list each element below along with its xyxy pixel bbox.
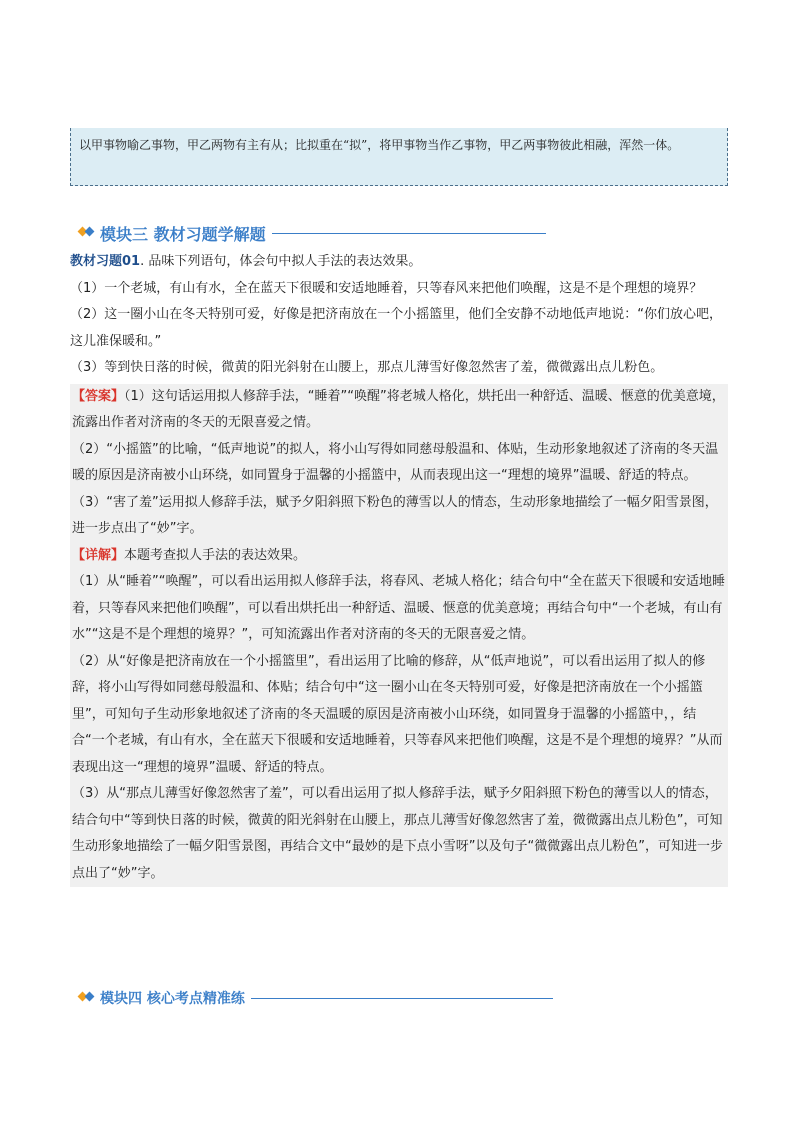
answer-para-3: （3）“害了羞”运用拟人修辞手法，赋予夕阳斜照下粉色的薄雪以人的情态，生动形象地描绘了一幅夕阳雪景图，进一步点出了“妙”字。 — [72, 494, 718, 536]
detail-para-4: （3）从“那点儿薄雪好像忽然害了羞”，可以看出运用了拟人修辞手法，赋予夕阳斜照下粉色的薄雪以人的情态，结合句中“等到快日落的时候，微黄的阳光斜射在山腰上，那点儿薄雪好像忽然害了羞，微微露出点儿粉色”，可知生动形象地描绘了一幅夕阳雪景图，再结合文中“最妙的是下点小雪呀”以及句子“微微露出点儿粉色”，可知进一步点出了“妙”字。 — [72, 786, 723, 881]
detail-tag: 【详解】 — [72, 547, 125, 563]
answer-tag: 【答案】 — [72, 388, 125, 404]
heading-rule — [272, 233, 546, 234]
note-text: 以甲事物喻乙事物，甲乙两物有主有从；比拟重在“拟”，将甲事物当作乙事物，甲乙两事物彼此相融，浑然一体。 — [79, 138, 680, 152]
detail-para-2: （1）从“睡着”“唤醒”，可以看出运用拟人修辞手法，将春风、老城人格化；结合句中“全在蓝天下很暖和安适地睡着，只等春风来把他们唤醒”，可以看出烘托出一种舒适、温暖、惬意的优美意境；再结合句中“一个老城，有山有水”“这是不是个理想的境界？”，可知流露出作者对济南的冬天的无限喜爱之情。 — [72, 574, 725, 642]
exercise-title — [70, 249, 728, 276]
module3-title: 模块三 教材习题学解题 — [100, 224, 266, 244]
diamond-bullet-icon — [78, 991, 96, 1005]
exercise-prompt: . 品味下列语句，体会句中拟人手法的表达效果。 — [140, 254, 422, 269]
exercise-label: 教材习题01 — [70, 254, 141, 269]
heading-rule — [251, 998, 553, 999]
answer-para-2: （2）“小摇篮”的比喻，“低声地说”的拟人，将小山写得如同慈母般温和、体贴，生动形象地叙述了济南的冬天温暖的原因是济南被小山环绕，如同置身于温馨的小摇篮中，从而表现出这一“理想的境界”温暖、舒适的特点。 — [72, 441, 719, 483]
module3-heading — [78, 222, 546, 244]
module4-title: 模块四 核心考点精准练 — [100, 991, 245, 1007]
detail-para-1 — [72, 543, 726, 570]
exercise-item-2: （2）这一圈小山在冬天特别可爱，好像是把济南放在一个小摇篮里，他们全安静不动地低声地说：“你们放心吧，这儿准保暖和。” — [70, 307, 723, 349]
note-box — [70, 128, 728, 186]
detail-para-3: （2）从“好像是把济南放在一个小摇篮里”，看出运用了比喻的修辞，从“低声地说”，可以看出运用了拟人的修辞，将小山写得如同慈母般温和、体贴；结合句中“这一圈小山在冬天特别可爱，好像是把济南放在一个小摇篮里”，可知句子生动形象地叙述了济南的冬天温暖的原因是济南被小山环绕，如同置身于温馨的小摇篮中，，结合“一个老城，有山有水，全在蓝天下很暖和安适地睡着，只等春风来把他们唤醒，这是不是个理想的境界？”从而表现出这一“理想的境界”温暖、舒适的特点。 — [72, 653, 723, 775]
diamond-bullet-icon — [78, 226, 96, 240]
detail-first: 本题考查拟人手法的表达效果。 — [124, 547, 307, 563]
answer-para-1 — [72, 384, 726, 437]
module4-heading — [78, 987, 553, 1009]
answer-first: （1）这句话运用拟人修辞手法，“睡着”“唤醒”将老城人格化，烘托出一种舒适、温暖、惬意的优美意境，流露出作者对济南的冬天的无限喜爱之情。 — [72, 388, 725, 430]
answer-block — [70, 384, 728, 888]
exercise-content — [70, 249, 728, 887]
exercise-item-1: （1）一个老城，有山有水，全在蓝天下很暖和安适地睡着，只等春风来把他们唤醒，这是不是个理想的境界？ — [70, 280, 703, 296]
exercise-item-3: （3）等到快日落的时候，微黄的阳光斜射在山腰上，那点儿薄雪好像忽然害了羞，微微露出点儿粉色。 — [70, 360, 664, 375]
